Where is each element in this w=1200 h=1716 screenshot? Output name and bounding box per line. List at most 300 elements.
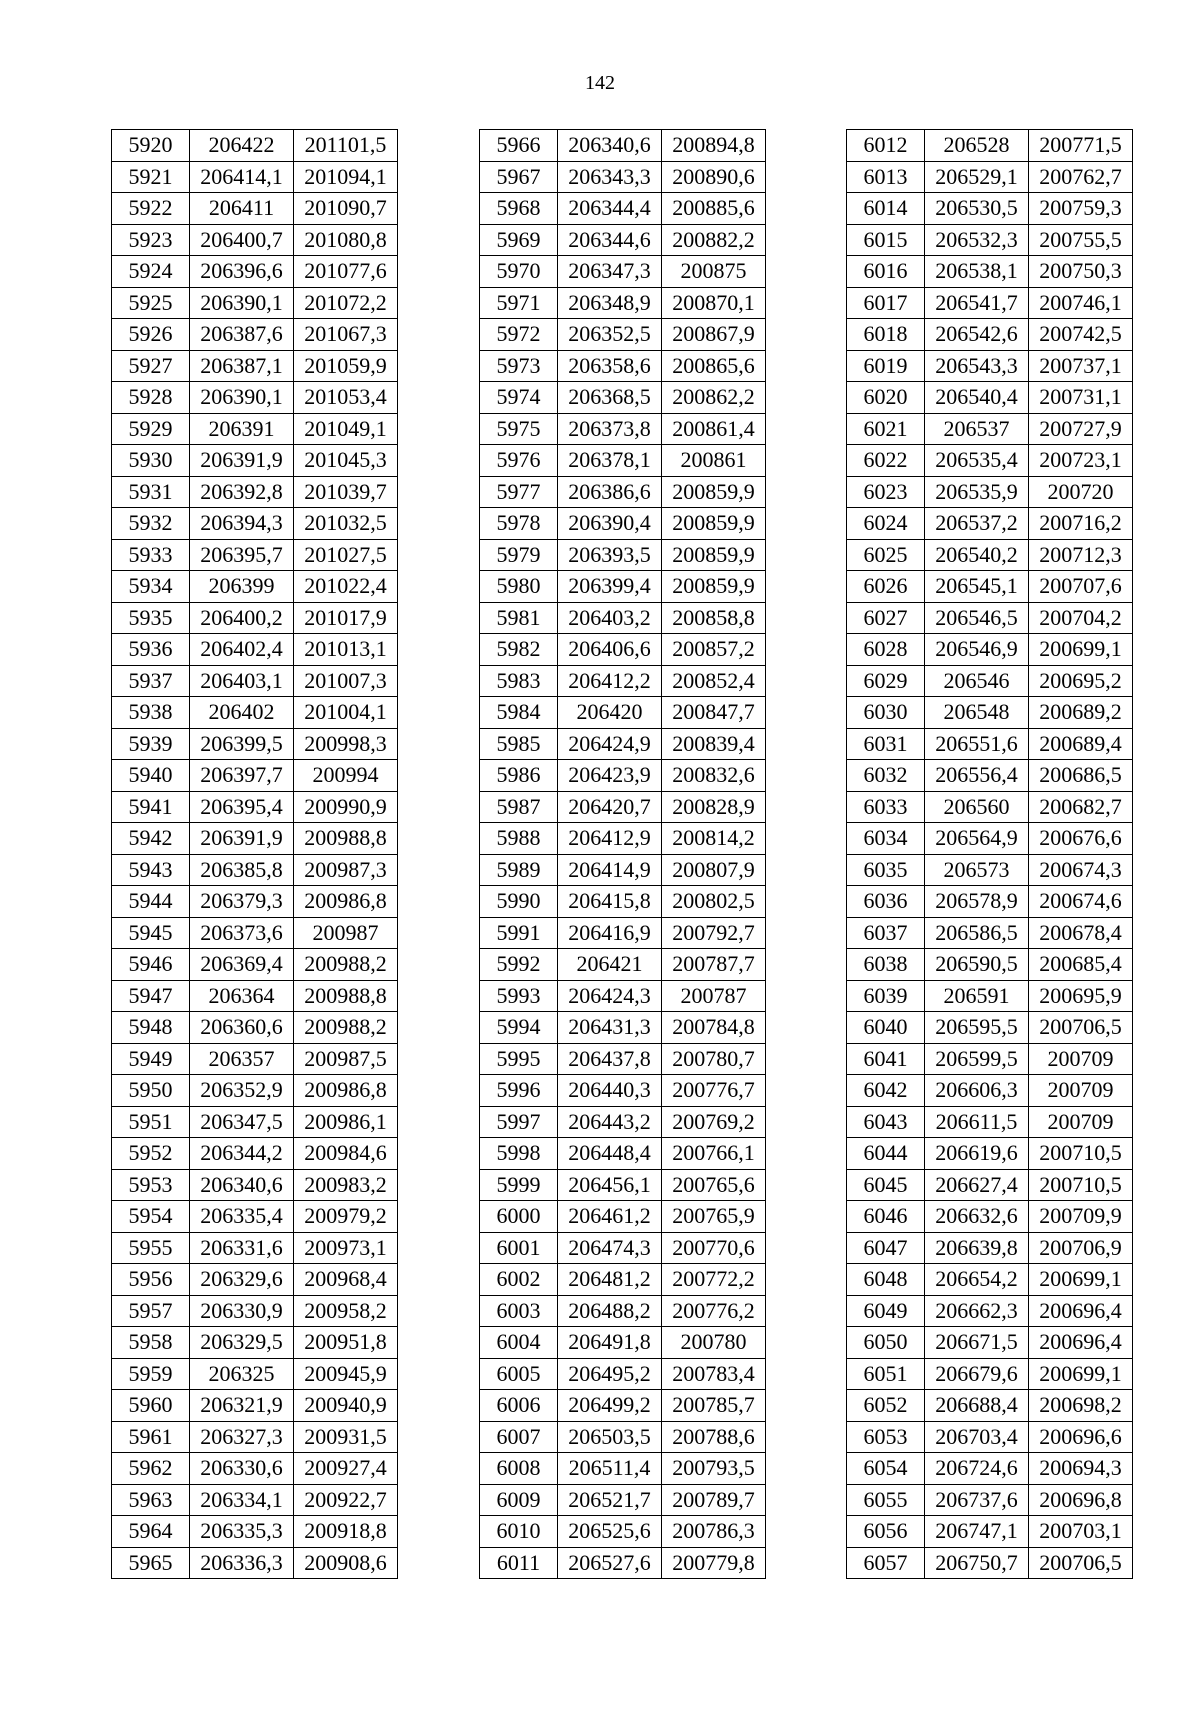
table-row	[112, 1390, 398, 1422]
x-coordinate-cell: 206420	[558, 697, 662, 729]
y-coordinate-cell: 200682,7	[1029, 791, 1133, 823]
y-coordinate-cell: 200918,8	[294, 1516, 398, 1548]
y-coordinate-cell: 200710,5	[1029, 1138, 1133, 1170]
table-row	[847, 602, 1133, 634]
y-coordinate-cell: 201027,5	[294, 539, 398, 571]
table-row	[112, 571, 398, 603]
x-coordinate-cell: 206606,3	[925, 1075, 1029, 1107]
table-row	[847, 823, 1133, 855]
point-number-cell: 5927	[112, 350, 190, 382]
table-body	[112, 130, 398, 1579]
y-coordinate-cell: 200958,2	[294, 1295, 398, 1327]
x-coordinate-cell: 206443,2	[558, 1106, 662, 1138]
point-number-cell: 6040	[847, 1012, 925, 1044]
point-number-cell: 6047	[847, 1232, 925, 1264]
table-row	[112, 1547, 398, 1579]
x-coordinate-cell: 206423,9	[558, 760, 662, 792]
point-number-cell: 5976	[480, 445, 558, 477]
y-coordinate-cell: 200707,6	[1029, 571, 1133, 603]
x-coordinate-cell: 206329,6	[190, 1264, 294, 1296]
table-row	[847, 1169, 1133, 1201]
point-number-cell: 6006	[480, 1390, 558, 1422]
point-number-cell: 5975	[480, 413, 558, 445]
point-number-cell: 5994	[480, 1012, 558, 1044]
point-number-cell: 6008	[480, 1453, 558, 1485]
point-number-cell: 5955	[112, 1232, 190, 1264]
table-row	[112, 823, 398, 855]
table-row	[112, 319, 398, 351]
y-coordinate-cell: 200785,7	[662, 1390, 766, 1422]
point-number-cell: 5934	[112, 571, 190, 603]
y-coordinate-cell: 201045,3	[294, 445, 398, 477]
y-coordinate-cell: 200699,1	[1029, 1264, 1133, 1296]
y-coordinate-cell: 200689,4	[1029, 728, 1133, 760]
y-coordinate-cell: 201059,9	[294, 350, 398, 382]
y-coordinate-cell: 200695,2	[1029, 665, 1133, 697]
y-coordinate-cell: 201004,1	[294, 697, 398, 729]
x-coordinate-cell: 206414,1	[190, 161, 294, 193]
x-coordinate-cell: 206578,9	[925, 886, 1029, 918]
table-row	[480, 1043, 766, 1075]
point-number-cell: 5940	[112, 760, 190, 792]
x-coordinate-cell: 206358,6	[558, 350, 662, 382]
x-coordinate-cell: 206662,3	[925, 1295, 1029, 1327]
point-number-cell: 6011	[480, 1547, 558, 1579]
point-number-cell: 5954	[112, 1201, 190, 1233]
x-coordinate-cell: 206397,7	[190, 760, 294, 792]
x-coordinate-cell: 206391	[190, 413, 294, 445]
table-row	[112, 130, 398, 162]
x-coordinate-cell: 206394,3	[190, 508, 294, 540]
x-coordinate-cell: 206391,9	[190, 823, 294, 855]
x-coordinate-cell: 206385,8	[190, 854, 294, 886]
x-coordinate-cell: 206737,6	[925, 1484, 1029, 1516]
y-coordinate-cell: 200676,6	[1029, 823, 1133, 855]
point-number-cell: 6029	[847, 665, 925, 697]
y-coordinate-cell: 200787	[662, 980, 766, 1012]
table-row	[480, 1169, 766, 1201]
y-coordinate-cell: 200685,4	[1029, 949, 1133, 981]
x-coordinate-cell: 206545,1	[925, 571, 1029, 603]
point-number-cell: 5961	[112, 1421, 190, 1453]
point-number-cell: 5949	[112, 1043, 190, 1075]
table-row	[847, 791, 1133, 823]
table-row	[480, 1012, 766, 1044]
point-number-cell: 6015	[847, 224, 925, 256]
y-coordinate-cell: 201039,7	[294, 476, 398, 508]
table-row	[480, 508, 766, 540]
table-row	[480, 728, 766, 760]
point-number-cell: 5985	[480, 728, 558, 760]
coordinates-table-3	[846, 129, 1133, 1579]
y-coordinate-cell: 200678,4	[1029, 917, 1133, 949]
x-coordinate-cell: 206527,6	[558, 1547, 662, 1579]
table-row	[480, 634, 766, 666]
y-coordinate-cell: 200772,2	[662, 1264, 766, 1296]
table-row	[112, 1516, 398, 1548]
point-number-cell: 5978	[480, 508, 558, 540]
x-coordinate-cell: 206369,4	[190, 949, 294, 981]
table-row	[480, 1421, 766, 1453]
table-row	[847, 1390, 1133, 1422]
table-row	[112, 1421, 398, 1453]
table-row	[480, 1484, 766, 1516]
point-number-cell: 5937	[112, 665, 190, 697]
y-coordinate-cell: 200908,6	[294, 1547, 398, 1579]
table-row	[480, 1264, 766, 1296]
x-coordinate-cell: 206416,9	[558, 917, 662, 949]
point-number-cell: 5924	[112, 256, 190, 288]
y-coordinate-cell: 200945,9	[294, 1358, 398, 1390]
point-number-cell: 5928	[112, 382, 190, 414]
y-coordinate-cell: 200870,1	[662, 287, 766, 319]
point-number-cell: 5953	[112, 1169, 190, 1201]
x-coordinate-cell: 206325	[190, 1358, 294, 1390]
point-number-cell: 6000	[480, 1201, 558, 1233]
point-number-cell: 5963	[112, 1484, 190, 1516]
point-number-cell: 5981	[480, 602, 558, 634]
x-coordinate-cell: 206357	[190, 1043, 294, 1075]
table-row	[847, 382, 1133, 414]
coordinates-table-1	[111, 129, 398, 1579]
point-number-cell: 6041	[847, 1043, 925, 1075]
x-coordinate-cell: 206546,5	[925, 602, 1029, 634]
x-coordinate-cell: 206420,7	[558, 791, 662, 823]
point-number-cell: 6005	[480, 1358, 558, 1390]
point-number-cell: 5984	[480, 697, 558, 729]
y-coordinate-cell: 200709	[1029, 1106, 1133, 1138]
table-row	[480, 476, 766, 508]
point-number-cell: 5991	[480, 917, 558, 949]
x-coordinate-cell: 206395,7	[190, 539, 294, 571]
table-row	[112, 1453, 398, 1485]
table-row	[112, 886, 398, 918]
x-coordinate-cell: 206503,5	[558, 1421, 662, 1453]
table-row	[847, 697, 1133, 729]
y-coordinate-cell: 200776,2	[662, 1295, 766, 1327]
point-number-cell: 5952	[112, 1138, 190, 1170]
x-coordinate-cell: 206573	[925, 854, 1029, 886]
x-coordinate-cell: 206599,5	[925, 1043, 1029, 1075]
point-number-cell: 6051	[847, 1358, 925, 1390]
point-number-cell: 5987	[480, 791, 558, 823]
point-number-cell: 5962	[112, 1453, 190, 1485]
table-row	[847, 665, 1133, 697]
x-coordinate-cell: 206379,3	[190, 886, 294, 918]
x-coordinate-cell: 206491,8	[558, 1327, 662, 1359]
y-coordinate-cell: 201007,3	[294, 665, 398, 697]
y-coordinate-cell: 200776,7	[662, 1075, 766, 1107]
point-number-cell: 5942	[112, 823, 190, 855]
x-coordinate-cell: 206422	[190, 130, 294, 162]
y-coordinate-cell: 200940,9	[294, 1390, 398, 1422]
table-row	[480, 665, 766, 697]
table-row	[112, 1075, 398, 1107]
table-row	[847, 571, 1133, 603]
x-coordinate-cell: 206474,3	[558, 1232, 662, 1264]
x-coordinate-cell: 206396,6	[190, 256, 294, 288]
table-row	[480, 1295, 766, 1327]
point-number-cell: 5974	[480, 382, 558, 414]
table-row	[847, 224, 1133, 256]
x-coordinate-cell: 206528	[925, 130, 1029, 162]
y-coordinate-cell: 200759,3	[1029, 193, 1133, 225]
x-coordinate-cell: 206344,2	[190, 1138, 294, 1170]
x-coordinate-cell: 206591	[925, 980, 1029, 1012]
table-row	[847, 917, 1133, 949]
table-row	[112, 760, 398, 792]
point-number-cell: 5929	[112, 413, 190, 445]
x-coordinate-cell: 206373,8	[558, 413, 662, 445]
x-coordinate-cell: 206538,1	[925, 256, 1029, 288]
x-coordinate-cell: 206543,3	[925, 350, 1029, 382]
y-coordinate-cell: 201090,7	[294, 193, 398, 225]
table-row	[847, 1421, 1133, 1453]
table-row	[480, 1075, 766, 1107]
table-row	[847, 193, 1133, 225]
x-coordinate-cell: 206548	[925, 697, 1029, 729]
x-coordinate-cell: 206488,2	[558, 1295, 662, 1327]
x-coordinate-cell: 206654,2	[925, 1264, 1029, 1296]
point-number-cell: 6038	[847, 949, 925, 981]
table-row	[847, 886, 1133, 918]
x-coordinate-cell: 206330,9	[190, 1295, 294, 1327]
table-row	[847, 287, 1133, 319]
x-coordinate-cell: 206334,1	[190, 1484, 294, 1516]
table-row	[847, 350, 1133, 382]
y-coordinate-cell: 200784,8	[662, 1012, 766, 1044]
point-number-cell: 6028	[847, 634, 925, 666]
y-coordinate-cell: 200771,5	[1029, 130, 1133, 162]
x-coordinate-cell: 206340,6	[190, 1169, 294, 1201]
y-coordinate-cell: 200694,3	[1029, 1453, 1133, 1485]
y-coordinate-cell: 200706,5	[1029, 1547, 1133, 1579]
x-coordinate-cell: 206378,1	[558, 445, 662, 477]
x-coordinate-cell: 206364	[190, 980, 294, 1012]
y-coordinate-cell: 201067,3	[294, 319, 398, 351]
point-number-cell: 5990	[480, 886, 558, 918]
point-number-cell: 5995	[480, 1043, 558, 1075]
point-number-cell: 6009	[480, 1484, 558, 1516]
point-number-cell: 6039	[847, 980, 925, 1012]
x-coordinate-cell: 206688,4	[925, 1390, 1029, 1422]
y-coordinate-cell: 201022,4	[294, 571, 398, 603]
point-number-cell: 5941	[112, 791, 190, 823]
table-row	[480, 1358, 766, 1390]
point-number-cell: 5931	[112, 476, 190, 508]
table-row	[112, 1264, 398, 1296]
y-coordinate-cell: 200858,8	[662, 602, 766, 634]
y-coordinate-cell: 200859,9	[662, 508, 766, 540]
x-coordinate-cell: 206532,3	[925, 224, 1029, 256]
table-row	[480, 287, 766, 319]
table-row	[112, 665, 398, 697]
point-number-cell: 6018	[847, 319, 925, 351]
y-coordinate-cell: 200674,3	[1029, 854, 1133, 886]
y-coordinate-cell: 200720	[1029, 476, 1133, 508]
point-number-cell: 6046	[847, 1201, 925, 1233]
point-number-cell: 6049	[847, 1295, 925, 1327]
table-row	[847, 760, 1133, 792]
table-row	[112, 1327, 398, 1359]
point-number-cell: 5932	[112, 508, 190, 540]
y-coordinate-cell: 200998,3	[294, 728, 398, 760]
x-coordinate-cell: 206546,9	[925, 634, 1029, 666]
x-coordinate-cell: 206540,4	[925, 382, 1029, 414]
y-coordinate-cell: 200779,8	[662, 1547, 766, 1579]
point-number-cell: 5999	[480, 1169, 558, 1201]
x-coordinate-cell: 206344,6	[558, 224, 662, 256]
y-coordinate-cell: 200973,1	[294, 1232, 398, 1264]
y-coordinate-cell: 201017,9	[294, 602, 398, 634]
table-row	[112, 350, 398, 382]
y-coordinate-cell: 200765,9	[662, 1201, 766, 1233]
point-number-cell: 5926	[112, 319, 190, 351]
table-row	[847, 1484, 1133, 1516]
table-row	[112, 1012, 398, 1044]
table-row	[480, 1201, 766, 1233]
table-row	[112, 854, 398, 886]
y-coordinate-cell: 200882,2	[662, 224, 766, 256]
table-row	[847, 1232, 1133, 1264]
point-number-cell: 6048	[847, 1264, 925, 1296]
y-coordinate-cell: 200988,8	[294, 980, 398, 1012]
table-row	[480, 1138, 766, 1170]
x-coordinate-cell: 206542,6	[925, 319, 1029, 351]
point-number-cell: 6053	[847, 1421, 925, 1453]
x-coordinate-cell: 206386,6	[558, 476, 662, 508]
y-coordinate-cell: 200712,3	[1029, 539, 1133, 571]
table-row	[112, 1169, 398, 1201]
x-coordinate-cell: 206537	[925, 413, 1029, 445]
point-number-cell: 5973	[480, 350, 558, 382]
x-coordinate-cell: 206671,5	[925, 1327, 1029, 1359]
x-coordinate-cell: 206352,9	[190, 1075, 294, 1107]
x-coordinate-cell: 206400,7	[190, 224, 294, 256]
x-coordinate-cell: 206535,4	[925, 445, 1029, 477]
x-coordinate-cell: 206627,4	[925, 1169, 1029, 1201]
y-coordinate-cell: 200765,6	[662, 1169, 766, 1201]
x-coordinate-cell: 206368,5	[558, 382, 662, 414]
x-coordinate-cell: 206400,2	[190, 602, 294, 634]
point-number-cell: 5967	[480, 161, 558, 193]
table-row	[480, 161, 766, 193]
y-coordinate-cell: 200699,1	[1029, 634, 1133, 666]
x-coordinate-cell: 206415,8	[558, 886, 662, 918]
point-number-cell: 5925	[112, 287, 190, 319]
table-row	[480, 917, 766, 949]
y-coordinate-cell: 200832,6	[662, 760, 766, 792]
y-coordinate-cell: 200788,6	[662, 1421, 766, 1453]
x-coordinate-cell: 206387,6	[190, 319, 294, 351]
y-coordinate-cell: 201032,5	[294, 508, 398, 540]
x-coordinate-cell: 206336,3	[190, 1547, 294, 1579]
x-coordinate-cell: 206529,1	[925, 161, 1029, 193]
point-number-cell: 5993	[480, 980, 558, 1012]
point-number-cell: 5936	[112, 634, 190, 666]
x-coordinate-cell: 206387,1	[190, 350, 294, 382]
table-row	[847, 130, 1133, 162]
x-coordinate-cell: 206344,4	[558, 193, 662, 225]
table-row	[480, 1390, 766, 1422]
y-coordinate-cell: 200716,2	[1029, 508, 1133, 540]
y-coordinate-cell: 200885,6	[662, 193, 766, 225]
y-coordinate-cell: 200750,3	[1029, 256, 1133, 288]
y-coordinate-cell: 200859,9	[662, 571, 766, 603]
point-number-cell: 6001	[480, 1232, 558, 1264]
table-row	[480, 823, 766, 855]
x-coordinate-cell: 206590,5	[925, 949, 1029, 981]
table-row	[112, 1232, 398, 1264]
x-coordinate-cell: 206411	[190, 193, 294, 225]
y-coordinate-cell: 200696,8	[1029, 1484, 1133, 1516]
x-coordinate-cell: 206586,5	[925, 917, 1029, 949]
point-number-cell: 5921	[112, 161, 190, 193]
table-row	[480, 130, 766, 162]
table-row	[112, 413, 398, 445]
point-number-cell: 6022	[847, 445, 925, 477]
point-number-cell: 6057	[847, 1547, 925, 1579]
table-row	[847, 1358, 1133, 1390]
x-coordinate-cell: 206403,1	[190, 665, 294, 697]
y-coordinate-cell: 200706,9	[1029, 1232, 1133, 1264]
x-coordinate-cell: 206525,6	[558, 1516, 662, 1548]
point-number-cell: 5930	[112, 445, 190, 477]
x-coordinate-cell: 206395,4	[190, 791, 294, 823]
x-coordinate-cell: 206373,6	[190, 917, 294, 949]
y-coordinate-cell: 200710,5	[1029, 1169, 1133, 1201]
point-number-cell: 5992	[480, 949, 558, 981]
page-number: 142	[585, 72, 615, 94]
table-row	[847, 1327, 1133, 1359]
x-coordinate-cell: 206330,6	[190, 1453, 294, 1485]
point-number-cell: 5970	[480, 256, 558, 288]
point-number-cell: 6024	[847, 508, 925, 540]
y-coordinate-cell: 200769,2	[662, 1106, 766, 1138]
table-row	[112, 1484, 398, 1516]
point-number-cell: 5950	[112, 1075, 190, 1107]
x-coordinate-cell: 206352,5	[558, 319, 662, 351]
y-coordinate-cell: 200828,9	[662, 791, 766, 823]
coordinates-table-2	[479, 129, 766, 1579]
x-coordinate-cell: 206595,5	[925, 1012, 1029, 1044]
table-row	[847, 256, 1133, 288]
point-number-cell: 5923	[112, 224, 190, 256]
point-number-cell: 5968	[480, 193, 558, 225]
y-coordinate-cell: 200861,4	[662, 413, 766, 445]
table-row	[112, 256, 398, 288]
point-number-cell: 6021	[847, 413, 925, 445]
y-coordinate-cell: 200927,4	[294, 1453, 398, 1485]
table-row	[847, 445, 1133, 477]
point-number-cell: 5977	[480, 476, 558, 508]
table-row	[847, 1264, 1133, 1296]
y-coordinate-cell: 200890,6	[662, 161, 766, 193]
point-number-cell: 6054	[847, 1453, 925, 1485]
table-row	[112, 949, 398, 981]
x-coordinate-cell: 206390,1	[190, 382, 294, 414]
x-coordinate-cell: 206724,6	[925, 1453, 1029, 1485]
x-coordinate-cell: 206461,2	[558, 1201, 662, 1233]
point-number-cell: 6016	[847, 256, 925, 288]
x-coordinate-cell: 206431,3	[558, 1012, 662, 1044]
x-coordinate-cell: 206537,2	[925, 508, 1029, 540]
table-row	[847, 1106, 1133, 1138]
point-number-cell: 5956	[112, 1264, 190, 1296]
x-coordinate-cell: 206399,5	[190, 728, 294, 760]
x-coordinate-cell: 206412,9	[558, 823, 662, 855]
y-coordinate-cell: 201013,1	[294, 634, 398, 666]
